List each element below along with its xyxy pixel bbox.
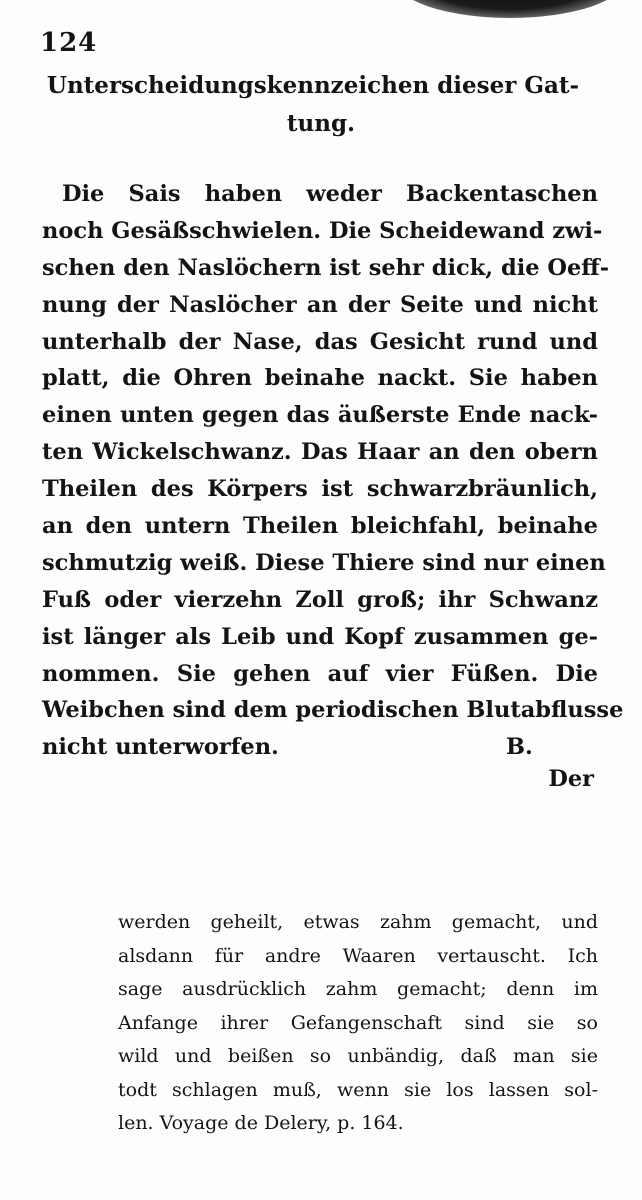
body-line: einen unten gegen das äußerste Ende nack- xyxy=(42,402,598,429)
body-line-final-text: nicht unterworfen. xyxy=(42,734,279,761)
page-number: 124 xyxy=(40,28,98,58)
body-line: nommen. Sie gehen auf vier Füßen. Die xyxy=(42,660,598,687)
body-line: ten Wickelschwanz. Das Haar an den obern xyxy=(42,439,598,466)
body-line: Die Sais haben weder Backentaschen xyxy=(62,181,598,207)
footnote-line: alsdann für andre Waaren vertauscht. Ich xyxy=(118,944,598,967)
body-line: platt, die Ohren beinahe nackt. Sie haben xyxy=(42,365,598,392)
body-line: noch Gesäßschwielen. Die Scheidewand zwi- xyxy=(42,217,603,244)
body-line: schen den Naslöchern ist sehr dick, die Oeff- xyxy=(42,254,610,281)
footnote xyxy=(118,906,598,1141)
footnote-line: werden geheilt, etwas zahm gemacht, und xyxy=(118,911,598,933)
section-heading-line-2: tung. xyxy=(286,110,356,137)
body-line: unterhalb der Nase, das Gesicht rund und xyxy=(42,328,598,355)
footnote-line: wild und beißen so unbändig, daß man sie xyxy=(118,1045,598,1067)
body-line: Fuß oder vierzehn Zoll groß; ihr Schwanz xyxy=(42,586,598,613)
body-line-last xyxy=(42,729,598,766)
section-heading-line-1: Unterscheidungskennzeichen dieser Gat- xyxy=(46,72,580,99)
body-line: schmutzig weiß. Diese Thiere sind nur einen xyxy=(42,549,606,576)
footnote-line: todt schlagen muß, wenn sie los lassen sol- xyxy=(118,1078,598,1101)
footnote-line: Anfange ihrer Gefangenschaft sind sie so xyxy=(118,1011,598,1034)
body-line: ist länger als Leib und Kopf zusammen ge- xyxy=(42,623,598,650)
body-line: Weibchen sind dem periodischen Blutabflusse xyxy=(42,697,624,724)
body-line: Theilen des Körpers ist schwarzbräunlich, xyxy=(42,476,598,503)
catchword: Der xyxy=(548,766,594,792)
body-line: an den untern Theilen bleichfahl, beinahe xyxy=(42,513,598,540)
footnote-line-last: len. Voyage de Delery, p. 164. xyxy=(118,1112,404,1134)
scan-shadow-artifact xyxy=(395,0,625,18)
author-signature: B. xyxy=(506,734,533,761)
body-line: nung der Naslöcher an der Seite und nicht xyxy=(42,291,598,318)
footnote-line: sage ausdrücklich zahm gemacht; denn im xyxy=(118,978,598,1000)
body-paragraph xyxy=(42,176,624,766)
